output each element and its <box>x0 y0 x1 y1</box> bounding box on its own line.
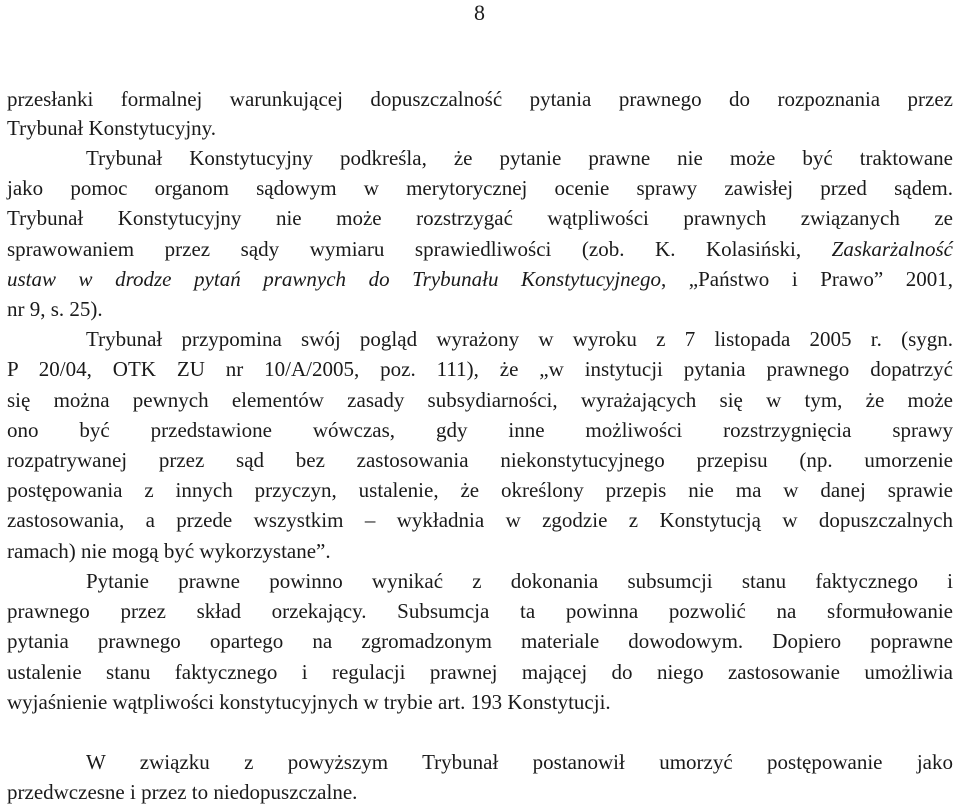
text-line: wyjaśnienie wątpliwości konstytucyjnych w trybie art. 193 Konstytucji. <box>7 690 611 714</box>
text-line: zastosowania, a przede wszystkim – wykładnia w zgodzie z Konstytucją w dopuszczalnych <box>7 508 953 532</box>
text-line: pytania prawnego opartego na zgromadzonym materiale dowodowym. Dopiero poprawne <box>7 629 953 653</box>
text-line <box>7 145 953 172</box>
text-line: przedwczesne i przez to niedopuszczalne. <box>7 780 358 804</box>
text-line: rozpatrywanej przez sąd bez zastosowania niekonstytucyjnego przepisu (np. umorzenie <box>7 448 953 472</box>
text-line: nr 9, s. 25). <box>7 297 103 321</box>
page-number: 8 <box>474 0 485 25</box>
citation-title: ustaw w drodze pytań prawnych do Trybunału Konstytucyjnego <box>7 267 662 291</box>
text-line <box>7 326 953 353</box>
text-line: ustalenie stanu faktycznego i regulacji prawnej mającej do niego zastosowanie umożliwia <box>7 660 953 684</box>
text-segment: sprawowaniem przez sądy wymiaru sprawiedliwości (zob. K. Kolasiński, <box>7 237 802 261</box>
text-line <box>7 749 953 776</box>
text-line: prawnego przez skład orzekający. Subsumcja ta powinna pozwolić na sformułowanie <box>7 599 953 623</box>
text-line: Trybunał Konstytucyjny. <box>7 116 217 140</box>
text-line <box>7 236 953 263</box>
paragraph-start: Trybunał Konstytucyjny podkreśla, że pytanie prawne nie może być traktowane <box>86 146 953 170</box>
text-line <box>7 568 953 595</box>
citation-title: Zaskarżalność <box>831 237 953 261</box>
paragraph-start: W związku z powyższym Trybunał postanowił umorzyć postępowanie jako <box>86 750 953 774</box>
text-line: jako pomoc organom sądowym w merytorycznej ocenie sprawy zawisłej przed sądem. <box>7 176 953 200</box>
text-segment: , „Państwo i Prawo” 2001, <box>661 267 953 291</box>
text-line: Trybunał Konstytucyjny nie może rozstrzygać wątpliwości prawnych związanych ze <box>7 206 953 230</box>
text-line: postępowania z innych przyczyn, ustalenie, że określony przepis nie ma w danej sprawie <box>7 478 953 502</box>
paragraph-start: Trybunał przypomina swój pogląd wyrażony w wyroku z 7 listopada 2005 r. (sygn. <box>86 327 953 351</box>
paragraph-start: Pytanie prawne powinno wynikać z dokonania subsumcji stanu faktycznego i <box>86 569 953 593</box>
text-line: przesłanki formalnej warunkującej dopuszczalność pytania prawnego do rozpoznania przez <box>7 87 953 111</box>
text-line: ono być przedstawione wówczas, gdy inne możliwości rozstrzygnięcia sprawy <box>7 418 953 442</box>
text-line: P 20/04, OTK ZU nr 10/A/2005, poz. 111), że „w instytucji pytania prawnego dopatrzyć <box>7 357 953 381</box>
text-line: się można pewnych elementów zasady subsydiarności, wyrażających się w tym, że może <box>7 388 953 412</box>
text-line <box>7 266 953 293</box>
text-line: ramach) nie mogą być wykorzystane”. <box>7 539 331 563</box>
